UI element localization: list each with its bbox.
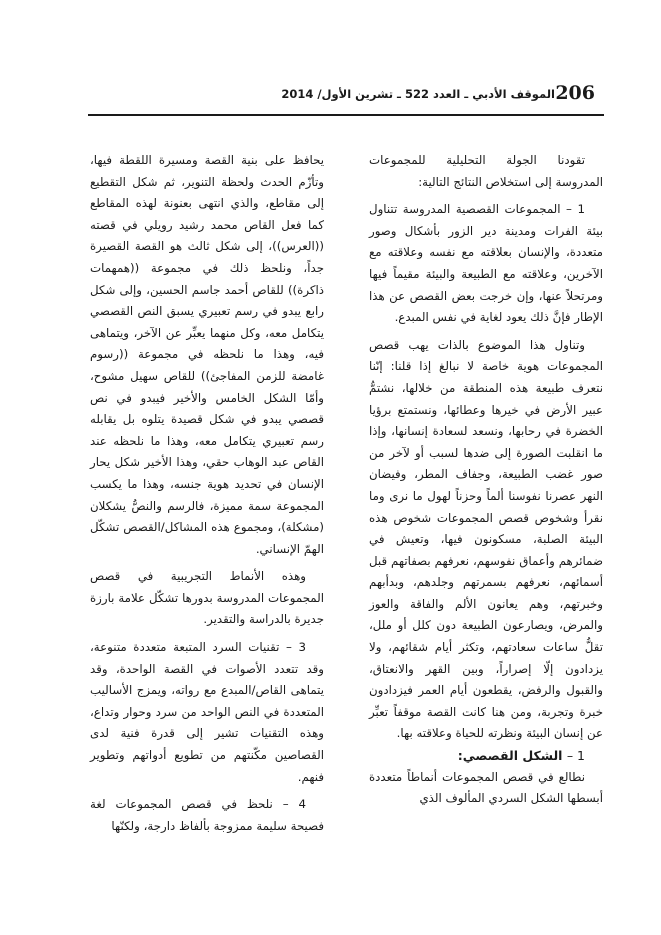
paragraph: 4 – نلحظ في قصص المجموعات لغة فصيحة سليمة ممزوجة بألفاظ دارجة، ولكنّها — [90, 797, 324, 833]
paragraph: يحافظ على بنية القصة ومسيرة اللقطة فيها، وتأزّم الحدث ولحظة التنوير، ثم شكل التقطيع إلى مقاطع، والذي انتهى بعنونة لهذه المقاطع كما فعل القاص محمد رشيد رويلي في قصته ((العرس))، إلى شكل ثالث هو القصة القصيرة جداً، ونلحظ ذلك في مجموعة ((همهمات ذاكرة)) للقاص أحمد جاسم الحسين، وإلى شكل رابع يبدو في رسم تعبيري يسبق النص القصصي يتكامل معه، وكل منهما يعبِّر عن الآخر، ويتماهى فيه، وهذا ما نلحظه في مجموعة ((رسوم غامضة للزمن المفاجئ)) للقاص سهيل مشوح، وأمّا الشكل الخامس والأخير فيبدو في نص قصصي يبدو في شكل قصيدة يتلوه بل يقابله رسم تعبيري يتكامل معه، وهذا ما نلحظه عند القاص عبد الوهاب حقي، وهذا الأخير شكل يحار الإنسان في تحديد هوية جنسه، وهذا ما يكسب المجموعة سمة مميزة، فالرسم والنصُّ يشكلان (مشكلة)، ومجموع هذه المشاكل/القصص تشكّل الهمّ الإنساني. — [90, 153, 324, 556]
left-column — [90, 150, 324, 837]
section-heading-text: الشكل القصصي: — [457, 748, 563, 764]
paragraph: تقودنا الجولة التحليلية للمجموعات المدروسة إلى استخلاص النتائج التالية: — [369, 153, 603, 189]
paragraph: 1 – المجموعات القصصية المدروسة تتناول بيئة الفرات ومدينة دير الزور بأشكال وصور متعددة، والإنسان بعلاقته مع نفسه وعلاقته مع الآخرين، وعلاقته مع الطبيعة والبيئة مقيماً فيها ومرتحلاً عنها، وإن خرجت بعض القصص عن هذا الإطار فإنَّ ذلك يعود لغاية في نفس المبدع. — [369, 202, 603, 325]
running-header — [265, 82, 595, 110]
page-number: 206 — [555, 82, 595, 104]
right-column — [369, 150, 603, 810]
journal-issue-line: الموقف الأدبي ـ العدد 522 ـ تشرين الأول/ 2014 — [281, 87, 555, 101]
paragraph: 3 – تقنيات السرد المتبعة متعددة متنوعة، وقد تتعدد الأصوات في القصة الواحدة، وقد يتماهى القاص/المبدع مع رواته، ويمزج الأساليب المتعددة في النص الواحد من سرد وحوار وتداع، وهذه التقنيات تشير إلى قدرة فنية لدى القصاصين مكّنتهم من تطويع أدواتهم وتطوير فنهم. — [90, 640, 324, 784]
paragraph: نطالع في قصص المجموعات أنماطاً متعددة أبسطها الشكل السردي المألوف الذي — [369, 769, 603, 806]
paragraph: وهذه الأنماط التجريبية في قصص المجموعات المدروسة بدورها تشكّل علامة بارزة جديرة بالدراسة والتقدير. — [90, 569, 324, 627]
paragraph: وتناول هذا الموضوع بالذات يهب قصص المجموعات هوية خاصة لا نبالغ إذا قلنا: إنّنا نتعرف طبيعة هذه المنطقة من خلالها، نشتمُّ عبير الأرض في خيرها وعطائها، ونستمتع برؤيا الخضرة في رحابها، ونسعد لسعادة إنسانها، وإذا ما انقلبت الصورة إلى ضدها لسبب أو لآخر من صور غضب الطبيعة، وجفاف المطر، وفيضان النهر عصرنا نفوسنا ألماً وحزناً لهول ما نرى وما نقرأ وشخوص قصص المجموعات شخوص هذه البيئة الصلبة، مسكونون فيها، وتعيش في ضمائرهم وأعماق نفوسهم، نعرفهم بصفاتهم قبل أسمائهم، نعرفهم بسمرتهم وجلدهم، وبدأبهم وخبرتهم، وهم يعانون الألم والفاقة والعوز والمرض، ويصارعون الطبيعة دون كلل أو ملل، تقلُّ ساعات سعادتهم، وتكثر أيام شقائهم، ولا يزدادون إلّا إصراراً، وبين القهر والانعتاق، والقبول والرفض، يقطعون أيام العمر فيزدادون خبرة وتجربة، ومن هنا كانت القصة موقفاً تعبِّر عن إنسان البيئة ونظرته للحياة وعلاقته بها. — [369, 337, 603, 741]
header-rule — [88, 114, 604, 116]
section-heading — [369, 745, 603, 767]
section-heading-number: 1 – — [566, 748, 585, 764]
